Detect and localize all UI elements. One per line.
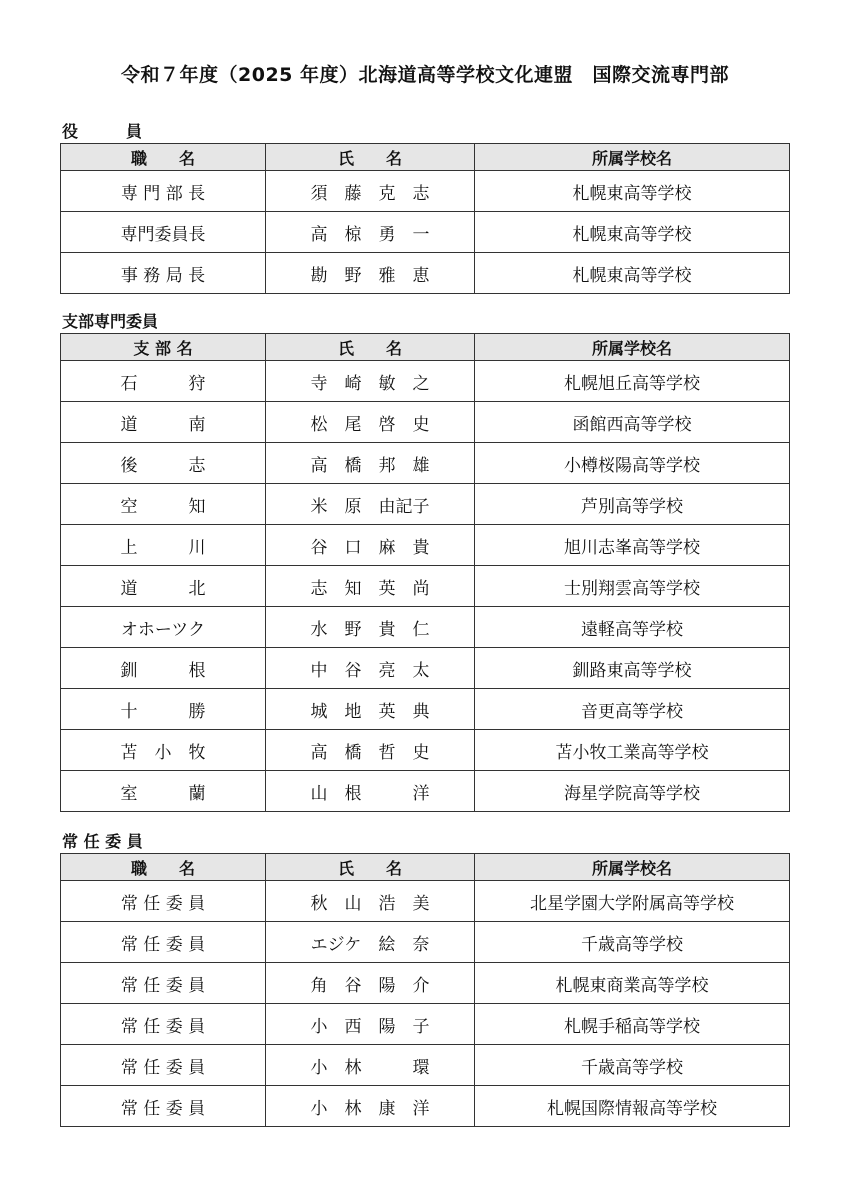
name-cell: 中 谷 亮 太 (266, 648, 475, 689)
name-cell: 須 藤 克 志 (266, 171, 475, 212)
name-cell: 城 地 英 典 (266, 689, 475, 730)
officers-table (60, 143, 790, 294)
table-row (61, 525, 790, 566)
school-header: 所属学校名 (475, 144, 790, 171)
school-cell: 士別翔雲高等学校 (475, 566, 790, 607)
table-row (61, 484, 790, 525)
school-cell: 札幌手稲高等学校 (475, 1004, 790, 1045)
table-row (61, 963, 790, 1004)
school-cell: 旭川志峯高等学校 (475, 525, 790, 566)
name-cell: 小 林 環 (266, 1045, 475, 1086)
title-cell: 釧 根 (61, 648, 266, 689)
school-cell: 苫小牧工業高等学校 (475, 730, 790, 771)
name-header: 氏 名 (266, 854, 475, 881)
school-cell: 音更高等学校 (475, 689, 790, 730)
table-row (61, 1004, 790, 1045)
name-cell: 水 野 貴 仁 (266, 607, 475, 648)
school-cell: 遠軽高等学校 (475, 607, 790, 648)
title-cell: 道 南 (61, 402, 266, 443)
table-row (61, 730, 790, 771)
branch-committee-table (60, 333, 790, 812)
name-cell: 小 林 康 洋 (266, 1086, 475, 1127)
title-cell: 常 任 委 員 (61, 1004, 266, 1045)
table-row (61, 171, 790, 212)
school-cell: 海星学院高等学校 (475, 771, 790, 812)
table-row (61, 212, 790, 253)
table-row (61, 566, 790, 607)
title-cell: 常 任 委 員 (61, 1086, 266, 1127)
standing-committee-table (60, 853, 790, 1127)
title-cell: 石 狩 (61, 361, 266, 402)
school-cell: 札幌東高等学校 (475, 212, 790, 253)
school-cell: 札幌東高等学校 (475, 253, 790, 294)
document-title: 令和７年度（2025 年度）北海道高等学校文化連盟 国際交流専門部 (121, 64, 729, 86)
school-cell: 函館西高等学校 (475, 402, 790, 443)
table-row (61, 648, 790, 689)
name-cell: エジケ 絵 奈 (266, 922, 475, 963)
title-cell: 専門委員長 (61, 212, 266, 253)
name-cell: 米 原 由記子 (266, 484, 475, 525)
school-cell: 千歳高等学校 (475, 922, 790, 963)
school-cell: 札幌東高等学校 (475, 171, 790, 212)
school-header: 所属学校名 (475, 334, 790, 361)
title-cell: 空 知 (61, 484, 266, 525)
title-cell: 道 北 (61, 566, 266, 607)
table-row (61, 1045, 790, 1086)
name-header: 氏 名 (266, 334, 475, 361)
table-header-row (61, 334, 790, 361)
title-cell: 室 蘭 (61, 771, 266, 812)
table-row (61, 443, 790, 484)
school-cell: 小樽桜陽高等学校 (475, 443, 790, 484)
name-cell: 勘 野 雅 恵 (266, 253, 475, 294)
title-cell: 常 任 委 員 (61, 922, 266, 963)
table-row (61, 771, 790, 812)
table-row (61, 607, 790, 648)
section-heading-standing-committee: 常 任 委 員 (62, 832, 143, 851)
title-cell: 常 任 委 員 (61, 881, 266, 922)
title-cell: 上 川 (61, 525, 266, 566)
name-cell: 高 橋 哲 史 (266, 730, 475, 771)
name-cell: 志 知 英 尚 (266, 566, 475, 607)
school-cell: 札幌東商業高等学校 (475, 963, 790, 1004)
section-heading-officers: 役 員 (62, 122, 143, 141)
table-row (61, 253, 790, 294)
school-cell: 北星学園大学附属高等学校 (475, 881, 790, 922)
school-cell: 芦別高等学校 (475, 484, 790, 525)
table-row (61, 402, 790, 443)
title-cell: 常 任 委 員 (61, 1045, 266, 1086)
school-cell: 釧路東高等学校 (475, 648, 790, 689)
title-cell: 苫 小 牧 (61, 730, 266, 771)
table-row (61, 881, 790, 922)
table-row (61, 689, 790, 730)
name-cell: 松 尾 啓 史 (266, 402, 475, 443)
name-cell: 秋 山 浩 美 (266, 881, 475, 922)
title-cell: 専 門 部 長 (61, 171, 266, 212)
school-cell: 千歳高等学校 (475, 1045, 790, 1086)
title-cell: 事 務 局 長 (61, 253, 266, 294)
name-cell: 小 西 陽 子 (266, 1004, 475, 1045)
name-cell: 寺 崎 敏 之 (266, 361, 475, 402)
title-cell: 常 任 委 員 (61, 963, 266, 1004)
title-cell: 後 志 (61, 443, 266, 484)
title-cell: 十 勝 (61, 689, 266, 730)
name-cell: 高 椋 勇 一 (266, 212, 475, 253)
name-cell: 谷 口 麻 貴 (266, 525, 475, 566)
table-row (61, 922, 790, 963)
table-row (61, 361, 790, 402)
name-cell: 高 橋 邦 雄 (266, 443, 475, 484)
school-header: 所属学校名 (475, 854, 790, 881)
section-heading-branch-committee: 支部専門委員 (62, 312, 159, 331)
title-header: 支 部 名 (61, 334, 266, 361)
table-header-row (61, 144, 790, 171)
name-header: 氏 名 (266, 144, 475, 171)
name-cell: 山 根 洋 (266, 771, 475, 812)
title-cell: オホーツク (61, 607, 266, 648)
table-row (61, 1086, 790, 1127)
school-cell: 札幌国際情報高等学校 (475, 1086, 790, 1127)
title-header: 職 名 (61, 854, 266, 881)
title-header: 職 名 (61, 144, 266, 171)
table-header-row (61, 854, 790, 881)
name-cell: 角 谷 陽 介 (266, 963, 475, 1004)
school-cell: 札幌旭丘高等学校 (475, 361, 790, 402)
